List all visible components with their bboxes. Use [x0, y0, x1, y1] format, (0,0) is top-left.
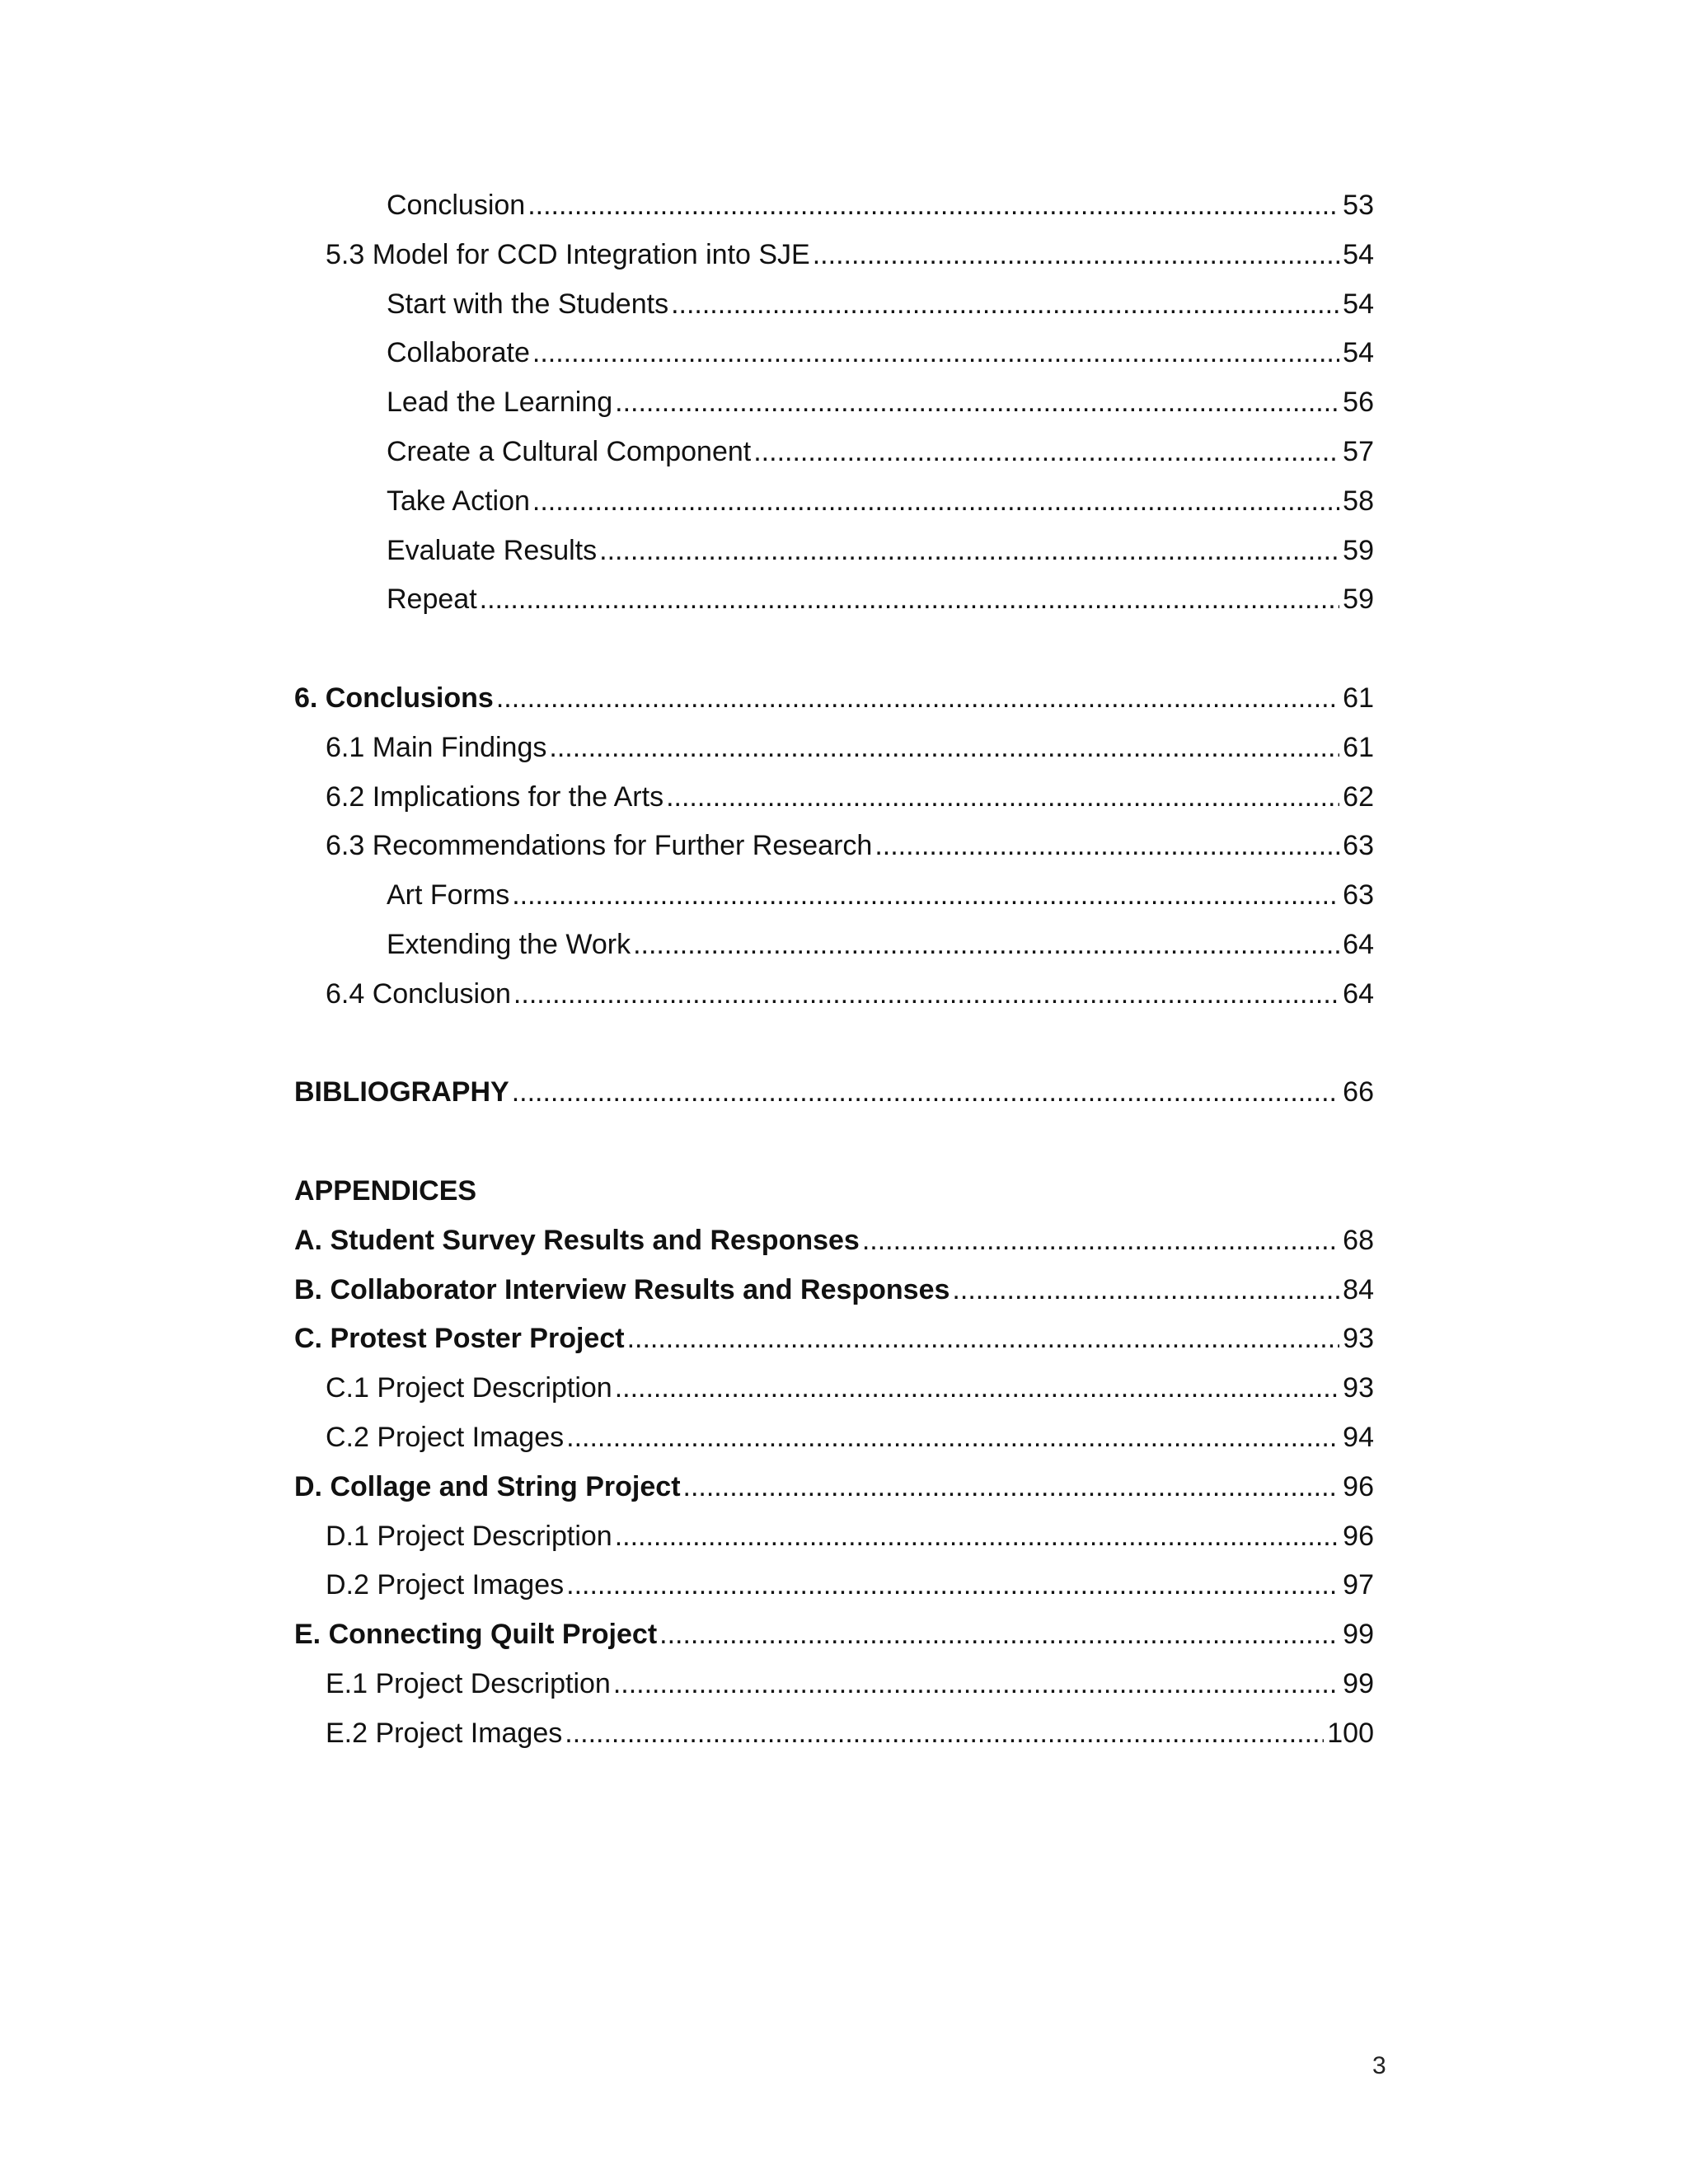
leader-dots [615, 378, 1339, 428]
toc-entry-label: Art Forms [387, 879, 510, 912]
toc-appendix-entry[interactable] [294, 1610, 1374, 1660]
leader-dots [683, 1463, 1340, 1512]
toc-entry[interactable] [294, 1512, 1374, 1562]
leader-dots [627, 1315, 1340, 1364]
toc-entry[interactable] [294, 428, 1374, 477]
page-number: 3 [1372, 2052, 1386, 2079]
toc-entry-label: 5.3 Model for CCD Integration into SJE [326, 238, 810, 270]
toc-entry-page: 61 [1343, 731, 1374, 763]
toc-entry-page: 54 [1343, 288, 1374, 320]
toc-entry[interactable] [294, 970, 1374, 1019]
toc-entry-label: E. Connecting Quilt Project [294, 1619, 658, 1651]
toc-entry[interactable] [294, 477, 1374, 527]
toc-chapter-entry[interactable] [294, 674, 1374, 724]
toc-entry[interactable] [294, 378, 1374, 428]
toc-entry-label: Repeat [387, 583, 477, 616]
leader-dots [666, 773, 1339, 823]
leader-dots [874, 822, 1339, 871]
toc-entry-page: 99 [1343, 1667, 1374, 1699]
toc-entry[interactable] [294, 1660, 1374, 1709]
toc-entry-page: 57 [1343, 435, 1374, 467]
appendices-heading: APPENDICES [294, 1174, 477, 1207]
leader-dots [566, 1561, 1339, 1610]
toc-entry-page: 84 [1343, 1273, 1374, 1305]
toc-entry[interactable] [294, 527, 1374, 576]
toc-appendix-entry[interactable] [294, 1315, 1374, 1364]
toc-entry[interactable] [294, 280, 1374, 330]
toc-entry-page: 59 [1343, 583, 1374, 616]
leader-dots [496, 674, 1339, 724]
toc-entry-label: Lead the Learning [387, 387, 613, 419]
toc-entry[interactable] [294, 1413, 1374, 1463]
toc-entry-label: C. Protest Poster Project [294, 1323, 625, 1355]
toc-entry-label: 6.4 Conclusion [326, 977, 511, 1010]
leader-dots [633, 921, 1339, 970]
leader-dots [615, 1364, 1339, 1413]
toc-entry[interactable] [294, 1709, 1374, 1759]
toc-entry-label: Evaluate Results [387, 534, 598, 566]
toc-entry[interactable] [294, 1364, 1374, 1413]
toc-entry-page: 61 [1343, 682, 1374, 714]
leader-dots [862, 1216, 1339, 1266]
toc-entry[interactable] [294, 231, 1374, 280]
leader-dots [566, 1413, 1339, 1463]
leader-dots [549, 724, 1339, 773]
leader-dots [615, 1512, 1339, 1562]
toc-entry[interactable] [294, 329, 1374, 378]
toc-entry-page: 63 [1343, 879, 1374, 912]
leader-dots [565, 1709, 1324, 1759]
toc-appendix-entry[interactable] [294, 1266, 1374, 1315]
toc-entry-page: 59 [1343, 534, 1374, 566]
leader-dots [532, 477, 1339, 527]
toc-entry-page: 56 [1343, 387, 1374, 419]
toc-appendix-entry[interactable] [294, 1216, 1374, 1266]
leader-dots [659, 1610, 1339, 1660]
toc-entry-page: 94 [1343, 1421, 1374, 1453]
toc-entry-label: BIBLIOGRAPHY [294, 1076, 509, 1108]
toc-entry-page: 58 [1343, 485, 1374, 517]
toc-entry-label: 6.3 Recommendations for Further Research [326, 830, 873, 862]
toc-entry[interactable] [294, 921, 1374, 970]
toc-entry-page: 54 [1343, 238, 1374, 270]
toc-entry-label: Create a Cultural Component [387, 435, 752, 467]
toc-entry-label: 6.1 Main Findings [326, 731, 547, 763]
toc-entry[interactable] [294, 724, 1374, 773]
toc-entry-label: E.1 Project Description [326, 1667, 611, 1699]
leader-dots [753, 428, 1339, 477]
toc-entry-page: 99 [1343, 1619, 1374, 1651]
toc-entry-page: 96 [1343, 1520, 1374, 1552]
toc-entry-page: 100 [1327, 1717, 1374, 1749]
toc-entry-page: 64 [1343, 977, 1374, 1010]
leader-dots [512, 871, 1339, 921]
toc-entry-label: D.2 Project Images [326, 1569, 565, 1601]
toc-entry-label: C.1 Project Description [326, 1372, 612, 1404]
toc-entry-page: 96 [1343, 1470, 1374, 1502]
leader-dots [513, 970, 1339, 1019]
toc-entry-label: C.2 Project Images [326, 1421, 565, 1453]
leader-dots [532, 329, 1339, 378]
toc-bibliography-entry[interactable] [294, 1068, 1374, 1118]
toc-entry-page: 68 [1343, 1224, 1374, 1256]
toc-entry-label: Take Action [387, 485, 530, 517]
leader-dots [952, 1266, 1339, 1315]
toc-entry-label: Conclusion [387, 190, 526, 221]
toc-entry[interactable] [294, 871, 1374, 921]
toc-entry[interactable] [294, 575, 1374, 625]
toc-entry-page: 54 [1343, 337, 1374, 369]
leader-dots [671, 280, 1339, 330]
toc-entry[interactable] [294, 773, 1374, 823]
toc-entry-page: 63 [1343, 830, 1374, 862]
toc-entry-label: B. Collaborator Interview Results and Responses [294, 1273, 950, 1305]
leader-dots [599, 527, 1339, 576]
toc-entry[interactable] [294, 822, 1374, 871]
toc-entry-label: 6. Conclusions [294, 682, 494, 714]
toc-entry[interactable] [294, 181, 1374, 231]
toc-entry-page: 53 [1343, 190, 1374, 221]
toc-entry-page: 62 [1343, 780, 1374, 813]
toc-entry-page: 93 [1343, 1323, 1374, 1355]
leader-dots [480, 575, 1340, 625]
table-of-contents [294, 181, 1374, 1759]
toc-entry[interactable] [294, 1561, 1374, 1610]
leader-dots [528, 181, 1339, 231]
toc-entry-label: Extending the Work [387, 928, 631, 960]
toc-entry-page: 64 [1343, 928, 1374, 960]
toc-entry-label: D.1 Project Description [326, 1520, 612, 1552]
leader-dots [613, 1660, 1339, 1709]
toc-entry-label: D. Collage and String Project [294, 1470, 681, 1502]
leader-dots [813, 231, 1339, 280]
toc-entry-page: 97 [1343, 1569, 1374, 1601]
toc-entry-page: 66 [1343, 1076, 1374, 1108]
toc-entry-label: E.2 Project Images [326, 1717, 563, 1749]
toc-appendix-entry[interactable] [294, 1463, 1374, 1512]
toc-entry-label: 6.2 Implications for the Arts [326, 780, 664, 813]
toc-entry-label: Start with the Students [387, 288, 669, 320]
toc-entry-label: Collaborate [387, 337, 530, 369]
toc-entry-label: A. Student Survey Results and Responses [294, 1224, 860, 1256]
leader-dots [512, 1068, 1339, 1118]
toc-entry-page: 93 [1343, 1372, 1374, 1404]
